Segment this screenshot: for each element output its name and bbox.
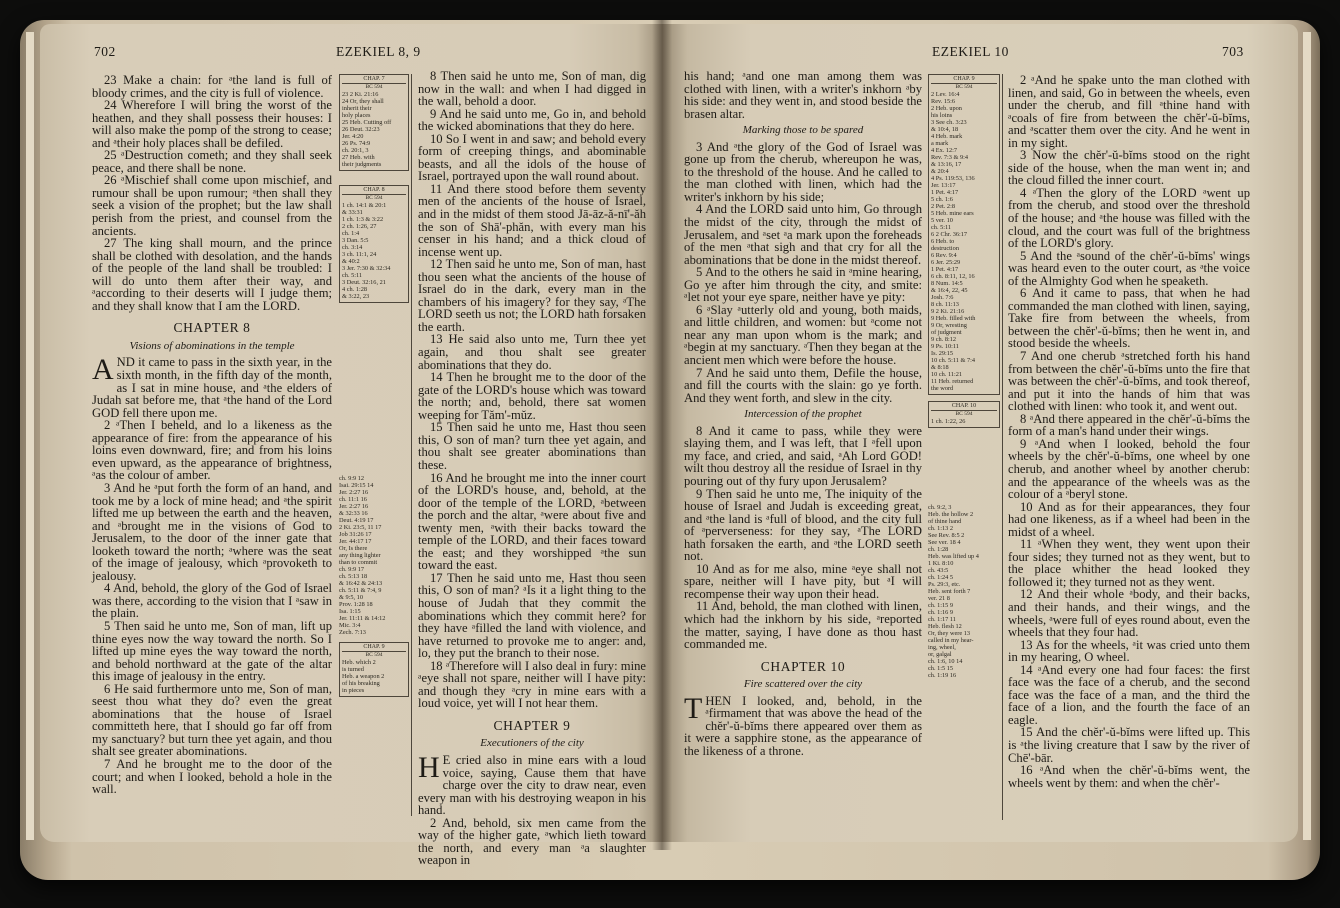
verse: 5 And to the others he said in ᵃmine hearing, Go ye after him through the city, and smite: ᵃlet not your eye spare, neither have ye pity: [684, 265, 922, 305]
verse: 16 And he brought me into the inner court of the LORD's house, and, behold, at the door of the temple of the LORD, ᵃbetween the porch and the altar, ᵃwere about five and twenty men, ᵃwith their backs toward the temple of the LORD, and their faces toward the east; and they worshipped ᵃthe sun toward the east. [418, 470, 646, 573]
ref-line: Jer. 2:27 16 [339, 489, 369, 496]
ref-line: Zech. 7:13 [339, 629, 366, 636]
ref-line: & 3:22, 23 [342, 293, 370, 300]
ref-line: & 8:18 [931, 364, 949, 371]
ref-line: ch. 5:11 [931, 224, 952, 231]
verse: 2 ᵃAnd he spake unto the man clothed with linen, and said, Go in between the wheels, even under the cherub, and fill ᵃthine hand with ᵃcoals of fire from between the chĕr'-ŭ-bĭms, and ᵃscatter them over the city. And he went in in my sight. [1008, 73, 1250, 150]
ref-line: Prov. 1:28 18 [339, 601, 373, 608]
ref-line: 9 Or, wresting [931, 322, 967, 329]
ref-line: 1 ch. 1:3 & 3:22 [342, 216, 384, 223]
verse: 11 And there stood before them seventy men of the ancients of the house of Israel, and in the midst of them stood Jā-āz-ă-nī'-ăh the son of Shā'-phăn, with every man his censer in his hand; and a thick cloud of incense went up. [418, 181, 646, 259]
ref-line: Heb. flesh 12 [928, 623, 962, 630]
verse: 10 And as for me also, mine ᵃeye shall not spare, neither will I have pity, but ᵃI will recompense their way upon their head. [684, 561, 922, 601]
ref-line: ch. 1:5 15 [928, 665, 954, 672]
verse: 27 The king shall mourn, and the prince shall be clothed with desolation, and the hands of the people of the land shall be troubled: I will do unto them after their way, and ᵃaccording to their deserts will I judge them; and they shall know that I am the LORD. [92, 236, 332, 313]
ref-line: & 10:4, 18 [931, 126, 959, 133]
ref-line: 1 Pet. 4:17 [931, 266, 959, 273]
ref-line: ing, wheel, [928, 644, 956, 651]
verse-text: HEN I looked, and, behold, in the ᵃfirmament that was above the head of the chĕr'-ŭ-bĭms there appeared over them as it were a sapphire stone, as the appearance of the likeness of a throne. [684, 693, 922, 758]
text-column-1 [684, 70, 922, 757]
ref-line: Rev. 7:3 & 9:4 [931, 154, 969, 161]
verse: 9 And he said unto me, Go in, and behold the wicked abominations that they do here. [418, 106, 646, 134]
ref-line: in pieces [342, 687, 365, 694]
reference-box [928, 401, 1000, 428]
verse: 11 And, behold, the man clothed with linen, which had the inkhorn by his side, ᵃreported the matter, saying, I have done as thou hast commanded me. [684, 599, 922, 652]
verse: 18 ᵃTherefore will I also deal in fury: mine ᵃeye shall not spare, neither will I have pity: and though they ᵃcry in mine ears with a loud voice, yet will I not hear them. [418, 658, 646, 711]
ref-line: 4 Heb. mark [931, 133, 963, 140]
verse: 7 And he said unto them, Defile the house, and fill the courts with the slain: go ye forth. And they went forth, and slew in the city. [684, 365, 922, 405]
ref-line: ch. 5:13 18 [339, 573, 368, 580]
verse: 8 ᵃAnd there appeared in the chĕr'-ŭ-bĭms the form of a man's hand under their wings. [1008, 411, 1250, 439]
left-page [40, 24, 662, 868]
verse: 9 ᵃAnd when I looked, behold the four wheels by the chĕr'-ŭ-bĭms, one wheel by one cherub, and another wheel by another cherub: and the appearance of the wheels was as the colour of a ᵃberyl stone. [1008, 436, 1250, 502]
ref-box-head: CHAP. 8 [342, 187, 406, 195]
verse: 11 ᵃWhen they went, they went upon their four sides; they turned not as they went, but to the place whither the head looked they followed it; they turned not as they went. [1008, 537, 1250, 589]
ref-line: 5 ch. 1:6 [931, 196, 953, 203]
ref-line: ch. 5:11 [342, 272, 363, 279]
verse: 2 ᵃThen I beheld, and lo a likeness as the appearance of fire: from the appearance of his loins even downward, fire; and from his loins even upward, as the appearance of brightness, ᵃas the colour of amber. [92, 418, 332, 483]
reference-box [339, 74, 409, 171]
right-page [662, 24, 1298, 842]
ref-box-head: CHAP. 7 [342, 76, 406, 84]
verses-ch7 [92, 74, 332, 312]
ref-box-sub: BC 594 [955, 411, 973, 417]
ref-line: & 16:4, 22, 45 [931, 287, 968, 294]
ref-line: 10 ch. 5:11 & 7:4 [931, 357, 976, 364]
ref-line: 2 Ki. 23:5, 11 17 [339, 524, 382, 531]
verse: 6 He said furthermore unto me, Son of man, seest thou what they do? even the great abominations that the house of Israel committeth here, that I should go far off from my sanctuary? but turn thee yet again, and thou shalt see greater abominations. [92, 681, 332, 759]
verse: 7 And he brought me to the door of the court; and when I looked, behold a hole in the wall. [92, 756, 332, 797]
drop-cap: H [418, 750, 440, 784]
section-subhead: Marking those to be spared [742, 124, 864, 137]
ref-line: 2 Pet. 2:8 [931, 203, 955, 210]
ref-line: 6 Rev. 9:4 [931, 252, 957, 259]
ref-line: a mark [931, 140, 949, 147]
ref-line: ch. 1:4 [342, 230, 360, 237]
ref-line: ch. 9:2, 3 [928, 504, 952, 511]
verse: 25 ᵃDestruction cometh; and they shall seek peace, and there shall be none. [92, 148, 332, 175]
ref-line: 5 ver. 10 [931, 217, 953, 224]
verse: his hand; ᵃand one man among them was clothed with linen, with a writer's inkhorn ᵃby his side: and they went in, and stood beside the brasen altar. [684, 69, 922, 121]
reference-list [337, 475, 411, 636]
ref-line: 1 Pet. 4:17 [931, 189, 959, 196]
ref-box-head: CHAP. 9 [342, 644, 406, 652]
section-subhead: Fire scattered over the city [743, 678, 863, 691]
page-number: 703 [1222, 44, 1244, 59]
ref-line: Ps. 29:3, etc. [928, 581, 961, 588]
verse: 15 Then said he unto me, Hast thou seen this, O son of man? turn thee yet again, and thou shalt see greater abominations than these. [418, 420, 646, 472]
ref-line: Jer. 2:27 16 [339, 503, 369, 510]
verse: 6 And it came to pass, that when he had commanded the man clothed with linen, saying, Take fire from between the wheels, from between the chĕr'-ŭ-bĭms; then he went in, and stood beside the wheels. [1008, 286, 1250, 351]
ref-line: 27 Heb. with [342, 154, 375, 161]
reference-box [339, 642, 409, 697]
chapter-heading: CHAPTER 8 [173, 320, 251, 336]
ref-line: 26 Ps. 74:9 [342, 140, 371, 147]
verse: 2 And, behold, six men came from the way of the higher gate, ᵃwhich lieth toward the north, and every man ᵃa slaughter weapon in [418, 815, 646, 868]
ref-line: 2 Lev. 16:4 [931, 91, 960, 98]
verse: 13 As for the wheels, ᵃit was cried unto them in my hearing, O wheel. [1008, 637, 1250, 665]
ref-line: & 16:42 & 24:13 [339, 580, 383, 587]
page-edges-left [26, 32, 34, 840]
ref-line: 6 Heb. to [931, 238, 955, 245]
verse: 12 Then said he unto me, Son of man, hast thou seen what the ancients of the house of Israel do in the dark, every man in the chambers of his imagery? for they say, ᵃThe LORD seeth us not; the LORD hath forsaken the earth. [418, 257, 646, 334]
text-column-2 [1008, 74, 1250, 789]
chapter-heading: CHAPTER 10 [760, 658, 846, 674]
section-subhead: Intercession of the prophet [744, 408, 862, 421]
ref-line: & 20:4 [931, 168, 949, 175]
ref-box-sub: BC 594 [955, 84, 973, 90]
verse: 14 Then he brought me to the door of the gate of the LORD's house which was toward the north; and, behold, there sat women weeping for Tăm'-mŭz. [418, 370, 646, 422]
verse: 13 He said also unto me, Turn thee yet again, and thou shalt see greater abominations that they do. [418, 332, 646, 372]
ref-line: 23 2 Ki. 21:16 [342, 91, 379, 98]
ref-line: 3 Jer. 7:30 & 32:34 [342, 265, 391, 272]
verse-first [92, 353, 332, 420]
ref-line: ch. 43:5 [928, 567, 949, 574]
page-edges-right [1303, 32, 1311, 840]
ref-line: of judgment [931, 329, 962, 336]
ref-line: 3 ch. 11:1, 24 [342, 251, 377, 258]
ref-line: Jer. 11:11 & 14:12 [339, 615, 386, 622]
reference-box [339, 185, 409, 303]
running-head: EZEKIEL 10 [932, 44, 1009, 59]
verse: 4 ᵃThen the glory of the LORD ᵃwent up from the cherub, and stood over the threshold of the house; and ᵃthe house was filled with the cloud, and the court was full of the brightness of the LORD's glory. [1008, 185, 1250, 251]
ref-line: 25 Heb. Cutting off [342, 119, 392, 126]
page-number: 702 [94, 44, 116, 59]
ref-line: inherit their [342, 105, 372, 112]
ref-line: Is. 29:15 [931, 350, 954, 357]
ref-line: Deut. 4:19 17 [339, 517, 374, 524]
verse: 5 And the ᵃsound of the chĕr'-ŭ-bĭms' wings was heard even to the outer court, as ᵃthe voice of the Almighty God when he speaketh. [1008, 248, 1250, 288]
verse: 5 Then said he unto me, Son of man, lift up thine eyes now the way toward the north. So I lifted up mine eyes the way toward the north, and behold northward at the gate of the altar this image of jealousy in the entry. [92, 618, 332, 684]
verse: 6 ᵃSlay ᵃutterly old and young, both maids, and little children, and women: but ᵃcome not near any man upon whom is the mark; and ᵃbegin at my sanctuary. ᵃThen they began at the ancient men which were before the house. [684, 302, 922, 368]
reference-column [337, 74, 412, 816]
ref-line: destruction [931, 245, 959, 252]
verse: 10 And as for their appearances, they four had one likeness, as if a wheel had been in the midst of a wheel. [1008, 499, 1250, 539]
ref-line: ch. 11:1 16 [339, 496, 367, 503]
ref-line: of thine hand [928, 518, 962, 525]
ref-line: 26 Deut. 32:23 [342, 126, 380, 133]
reference-list [926, 504, 1002, 679]
ref-line: Rev. 15:6 [931, 98, 956, 105]
ref-line: 6 2 Chr. 36:17 [931, 231, 968, 238]
ref-line: 5 Heb. mine ears [931, 210, 974, 217]
ref-line: Or, Is there [339, 545, 368, 552]
drop-cap: T [684, 691, 703, 725]
verse: 9 Then said he unto me, The iniquity of the house of Israel and Judah is exceeding great, and ᵃthe land is ᵃfull of blood, and the city full of ᵃperverseness: for they say, ᵃThe LORD hath forsaken the earth, and ᵃthe LORD seeth not. [684, 486, 922, 564]
ref-line: Isa. 1:15 [339, 608, 361, 615]
verse: 3 And ᵃthe glory of the God of Israel was gone up from the cherub, whereupon he was, to the threshold of the house. And he called to the man clothed with linen, which had the writer's inkhorn by his side; [684, 139, 922, 204]
ref-line: 2 Heb. upon [931, 105, 962, 112]
ref-line: 9 ch. 8:12 [931, 336, 957, 343]
ref-line: 3 Deut. 32:16, 21 [342, 279, 386, 286]
ref-line: Heb. the hollow 2 [928, 511, 974, 518]
verse-text: ND it came to pass in the sixth year, in the sixth month, in the fifth day of the month, as I sat in mine house, and ᵃthe elders of Judah sat before me, that ᵃthe hand of the Lord GOD fell there upon me. [92, 355, 332, 420]
ref-line: of his breaking [342, 680, 380, 687]
chapter-heading: CHAPTER 9 [493, 717, 571, 733]
ref-line: 24 Or, they shall [342, 98, 384, 105]
ref-line: ch. 1:13 2 [928, 525, 954, 532]
verse: 12 And their whole ᵃbody, and their backs, and their hands, and their wings, and the wheels, ᵃwere full of eyes round about, even the wheels that they four had. [1008, 587, 1250, 640]
reference-column [926, 74, 1003, 820]
ref-line: ch. 1:6, 10 14 [928, 658, 963, 665]
ref-line: or, galgal [928, 651, 952, 658]
text-column-1 [92, 74, 332, 796]
ref-line: Job 31:26 17 [339, 531, 372, 538]
ref-line: ch. 5:11 & 7:4, 9 [339, 587, 382, 594]
ref-box-head: CHAP. 9 [931, 76, 997, 84]
ref-line: 3 See ch. 3:23 [931, 119, 967, 126]
ref-line: 9 Heb. filled with [931, 315, 976, 322]
ref-line: Heb. which 2 [342, 659, 376, 666]
ref-line: Jer. 13:17 [931, 182, 956, 189]
ref-line: 9 Ps. 10:11 [931, 343, 959, 350]
ref-line: his loins [931, 112, 953, 119]
verse: 14 ᵃAnd every one had four faces: the first face was the face of a cherub, and the second face was the face of a man, and the third the face of a lion, and the fourth the face of an eagle. [1008, 662, 1250, 727]
ref-line: 8 Num. 14:5 [931, 280, 963, 287]
ref-line: 1 ch. 14:1 & 20:1 [342, 202, 387, 209]
verse: 24 Wherefore I will bring the worst of the heathen, and they shall possess their houses: I will also make the pomp of the strong to cease; and ᵃtheir holy places shall be defiled. [92, 98, 332, 150]
reference-box [928, 74, 1000, 395]
ref-line: & 13:16, 17 [931, 161, 962, 168]
section-subhead: Executioners of the city [480, 737, 584, 750]
ref-line: See ver. 18 4 [928, 539, 961, 546]
verse-first [418, 750, 646, 818]
verse: 4 And the LORD said unto him, Go through the midst of the city, through the midst of Jerusalem, and ᵃset ᵃa mark upon the foreheads of the men ᵃthat sigh and that cry for all the abominations that be done in the midst thereof. [684, 202, 922, 267]
ref-line: 6 ch. 8:11, 12, 16 [931, 273, 975, 280]
ref-line: Heb. was lifted up 4 [928, 553, 979, 560]
ref-line: 2 ch. 1:26, 27 [342, 223, 377, 230]
verse: 8 And it came to pass, while they were slaying them, and I was left, that I ᵃfell upon my face, and cried, and said, ᵃAh Lord GOD! wilt thou destroy all the residue of Israel in thy pouring out of thy fury upon Jerusalem? [684, 423, 922, 488]
ref-line: 3 Dan. 5:5 [342, 237, 369, 244]
verse: 15 And the chĕr'-ŭ-bĭms were lifted up. This is ᵃthe living creature that I saw by the river of Chē'-bār. [1008, 725, 1250, 765]
ref-line: ch. 1:24 5 [928, 574, 954, 581]
ref-line: Isai. 29:15 14 [339, 482, 374, 489]
verse: 4 And, behold, the glory of the God of Israel was there, according to the vision that I ᵃsaw in the plain. [92, 581, 332, 621]
text-column-2 [418, 70, 646, 867]
verse: 7 And one cherub ᵃstretched forth his hand from between the chĕr'-ŭ-bĭms unto the fire that was between the chĕr'-ŭ-bĭms, and took thereof, and put it into the hands of him that was clothed with linen: who took it, and went out. [1008, 349, 1250, 414]
ref-line: 1 Ki. 8:10 [928, 560, 954, 567]
ref-line: Or, they were 13 [928, 630, 971, 637]
book-gutter [652, 20, 672, 850]
verse: 10 So I went in and saw; and behold every form of creeping things, and abominable beasts, and all the idols of the house of Israel, portrayed upon the wall round about. [418, 131, 646, 184]
ref-line: ch. 20:1, 3 [342, 147, 369, 154]
ref-line: ch. 9:9 17 [339, 566, 365, 573]
ref-box-sub: BC 594 [365, 195, 383, 201]
verse-text: E cried also in mine ears with a loud voice, saying, Cause them that have charge over the city to draw near, even every man with his destroying weapon in his hand. [418, 752, 646, 818]
ref-line: Heb. a weapon 2 [342, 673, 385, 680]
ref-line: is turned [342, 666, 364, 673]
ref-line: ch. 9:9 12 [339, 475, 365, 482]
ref-line: ch. 1:16 9 [928, 609, 954, 616]
verse: 26 ᵃMischief shall come upon mischief, and rumour shall be upon rumour; ᵃthen shall they seek a vision of the prophet; but the law shall perish from the priest, and counsel from the ancients. [92, 173, 332, 238]
verse-first [684, 691, 922, 758]
section-subhead: Visions of abominations in the temple [129, 339, 295, 352]
ref-line: 4 Ex. 12:7 [931, 147, 958, 154]
ref-line: any thing lighter [339, 552, 381, 559]
ref-line: ch. 1:17 11 [928, 616, 956, 623]
ref-line: 4 ch. 1:28 [342, 286, 368, 293]
ref-line: than to commit [339, 559, 378, 566]
ref-line: Jer. 44:17 17 [339, 538, 372, 545]
ref-line: Josh. 7:6 [931, 294, 954, 301]
ref-line: & 40:2 [342, 258, 360, 265]
ref-line: their judgments [342, 161, 382, 168]
ref-line: 10 ch. 11:21 [931, 371, 963, 378]
running-head: EZEKIEL 8, 9 [336, 44, 421, 59]
ref-line: called in my hear- [928, 637, 974, 644]
ref-line: See Rev. 8:5 2 [928, 532, 965, 539]
ref-line: & 9:5, 10 [339, 594, 363, 601]
ref-line: ver. 21 8 [928, 595, 950, 602]
verse: 17 Then he said unto me, Hast thou seen this, O son of man? ᵃIs it a light thing to the house of Judah that they commit the abominations which they commit here? for they have ᵃfilled the land with violence, and have returned to provoke me to anger: and, lo, they put the branch to their nose. [418, 570, 646, 661]
ref-line: ch. 3:14 [342, 244, 363, 251]
ref-line: & 33:31 [342, 209, 363, 216]
ref-line: ch. 1:28 [928, 546, 949, 553]
ref-line: the word [931, 385, 954, 392]
ref-line: 8 ch. 11:13 [931, 301, 959, 308]
ref-line: Jer. 4:20 [342, 133, 364, 140]
verse: 3 And he ᵃput forth the form of an hand, and took me by a lock of mine head; and ᵃthe spirit lifted me up between the earth and the heaven, and ᵃbrought me in the visions of God to Jerusalem, to the door of the inner gate that looketh toward the north; ᵃwhere was the seat of the image of jealousy, which ᵃprovoketh to jealousy. [92, 480, 332, 583]
drop-cap: A [92, 353, 114, 387]
ref-box-sub: BC 594 [365, 84, 383, 90]
ref-line: 11 Heb. returned [931, 378, 974, 385]
ref-box-sub: BC 594 [365, 652, 383, 658]
ref-line: Mic. 3:4 [339, 622, 361, 629]
ref-line: 6 Jer. 25:29 [931, 259, 961, 266]
ref-line: 4 Ps. 119:53, 136 [931, 175, 975, 182]
ref-line: holy places [342, 112, 371, 119]
ref-line: & 32:33 16 [339, 510, 368, 517]
ref-line: ch. 1:19 16 [928, 672, 957, 679]
verse: 3 Now the chĕr'-ŭ-bĭms stood on the right side of the house, when the man went in; and the cloud filled the inner court. [1008, 148, 1250, 188]
verse: 23 Make a chain: for ᵃthe land is full of bloody crimes, and the city is full of violence. [92, 73, 332, 100]
ref-line: 9 2 Ki. 21:16 [931, 308, 965, 315]
ref-line: Heb. sent forth 7 [928, 588, 971, 595]
ref-line: ch. 1:15 9 [928, 602, 954, 609]
ref-box-head: CHAP. 10 [931, 403, 997, 411]
verse: 16 ᵃAnd when the chĕr'-ŭ-bĭms went, the wheels went by them: and when the chĕr'- [1008, 763, 1250, 790]
ref-line: 1 ch. 1:22, 26 [931, 418, 966, 425]
verse: 8 Then said he unto me, Son of man, dig now in the wall: and when I had digged in the wall, behold a door. [418, 69, 646, 109]
